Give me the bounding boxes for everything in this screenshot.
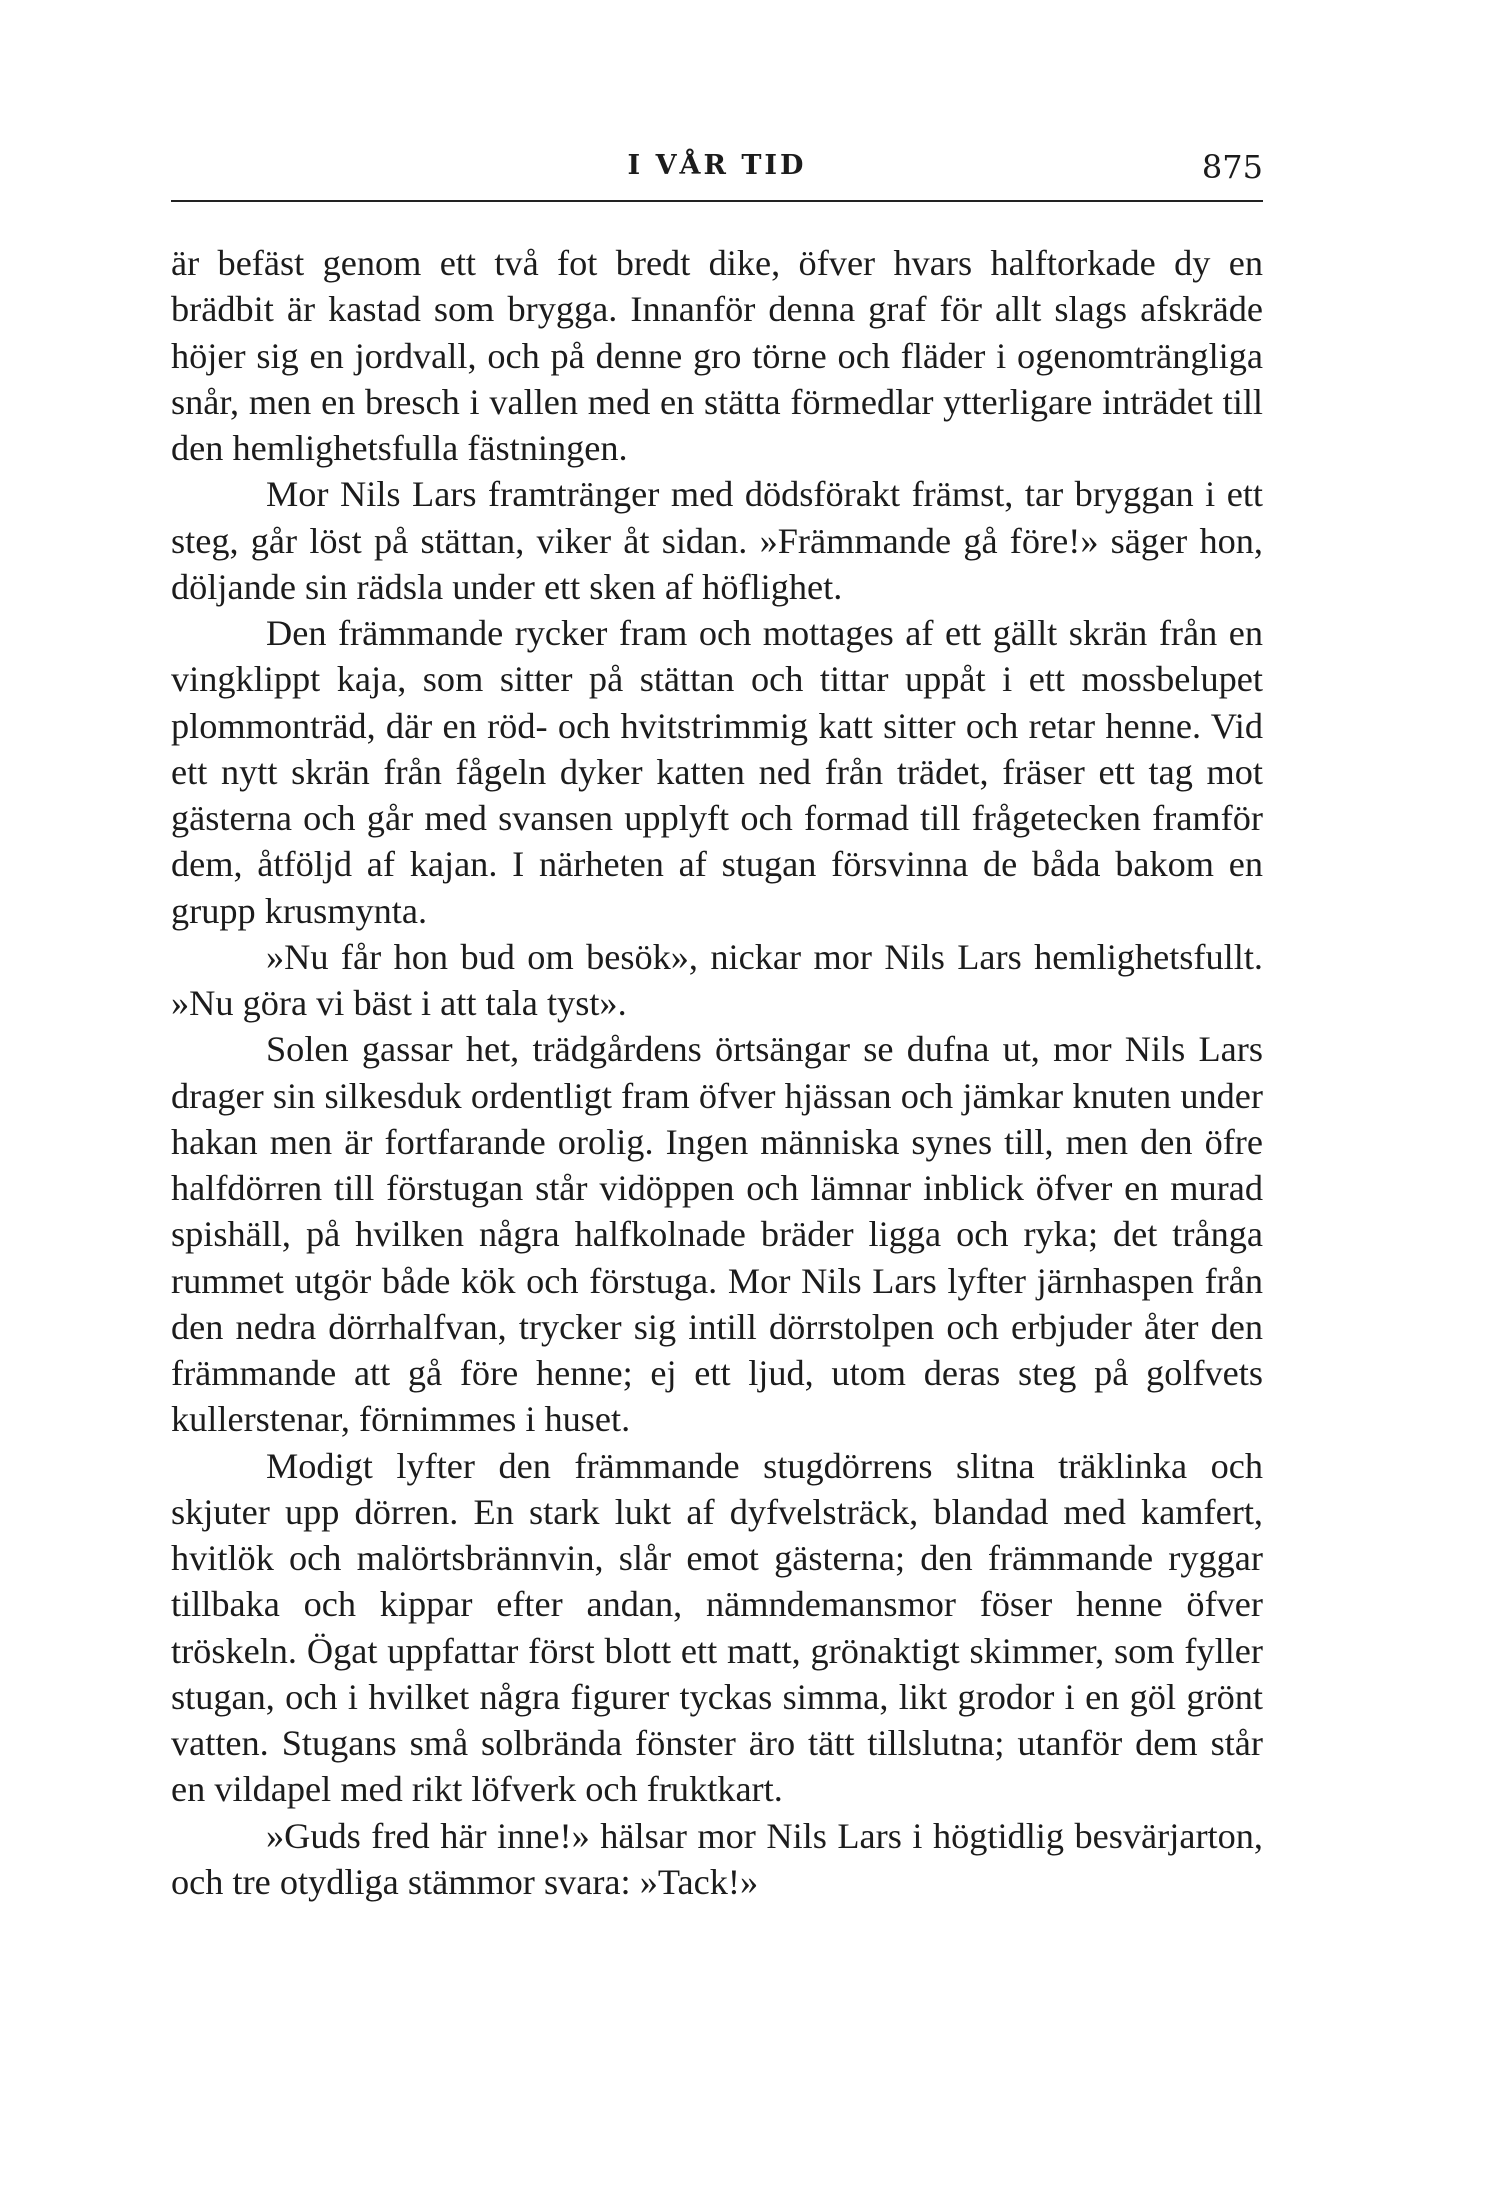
paragraph: »Nu får hon bud om besök», nickar mor Nils Lars hemlighetsfullt. »Nu göra vi bäst i att tala tyst». <box>171 936 1263 1023</box>
header-rule <box>171 200 1263 202</box>
running-title: I VÅR TID <box>627 150 807 181</box>
page-number: 875 <box>1201 148 1263 186</box>
book-page <box>171 0 1263 2206</box>
page-header <box>171 150 1263 190</box>
paragraph: »Guds fred här inne!» hälsar mor Nils Lars i högtidlig besvärjarton, och tre otydliga stämmor svara: »Tack!» <box>171 1815 1263 1902</box>
paragraph: Solen gassar het, trädgårdens örtsängar se dufna ut, mor Nils Lars drager sin silkesduk ordentligt fram öfver hjässan och jämkar knuten under hakan men är fortfarande orolig. Ingen människa synes till, men den öfre halfdörren till förstugan står vidöppen och lämnar inblick öfver en murad spishäll, på hvilken några halfkolnade bräder ligga och ryka; det trånga rummet utgör både kök och förstuga. Mor Nils Lars lyfter järnhaspen från den nedra dörrhalfvan, trycker sig intill dörrstolpen och erbjuder åter den främmande att gå före henne; ej ett ljud, utom deras steg på golfvets kullerstenar, förnimmes i huset. <box>171 1029 1263 1440</box>
paragraph: är befäst genom ett två fot bredt dike, öfver hvars halftorkade dy en brädbit är kastad som brygga. Innanför denna graf för allt slags afskräde höjer sig en jordvall, och på denne gro törne och fläder i ogenomträngliga snår, men en bresch i vallen med en stätta förmedlar ytterligare inträdet till den hemlighetsfulla fästningen. <box>171 243 1263 468</box>
paragraph: Mor Nils Lars framtränger med dödsförakt främst, tar bryggan i ett steg, går löst på stättan, viker åt sidan. »Främmande gå före!» säger hon, döljande sin rädsla under ett sken af höflighet. <box>171 474 1263 607</box>
paragraph: Modigt lyfter den främmande stugdörrens slitna träklinka och skjuter upp dörren. En stark lukt af dyfvelsträck, blandad med kamfert, hvitlök och malörtsbrännvin, slår emot gästerna; den främmande ryggar tillbaka och kippar efter andan, nämndemansmor föser henne öfver tröskeln. Ögat uppfattar först blott ett matt, grönaktigt skimmer, som fyller stugan, och i hvilket några figurer tyckas simma, likt grodor i en göl grönt vatten. Stugans små solbrända fönster äro tätt tillslutna; utanför dem står en vildapel med rikt löfverk och fruktkart. <box>171 1445 1263 1810</box>
body-text <box>171 240 1263 1905</box>
paragraph: Den främmande rycker fram och mottages af ett gällt skrän från en vingklippt kaja, som sitter på stättan och tittar uppåt i ett mossbelupet plommonträd, där en röd- och hvitstrimmig katt sitter och retar henne. Vid ett nytt skrän från fågeln dyker katten ned från trädet, fräser ett tag mot gästerna och går med svansen upplyft och formad till frågetecken framför dem, åtföljd af kajan. I närheten af stugan försvinna de båda bakom en grupp krusmynta. <box>171 613 1263 931</box>
